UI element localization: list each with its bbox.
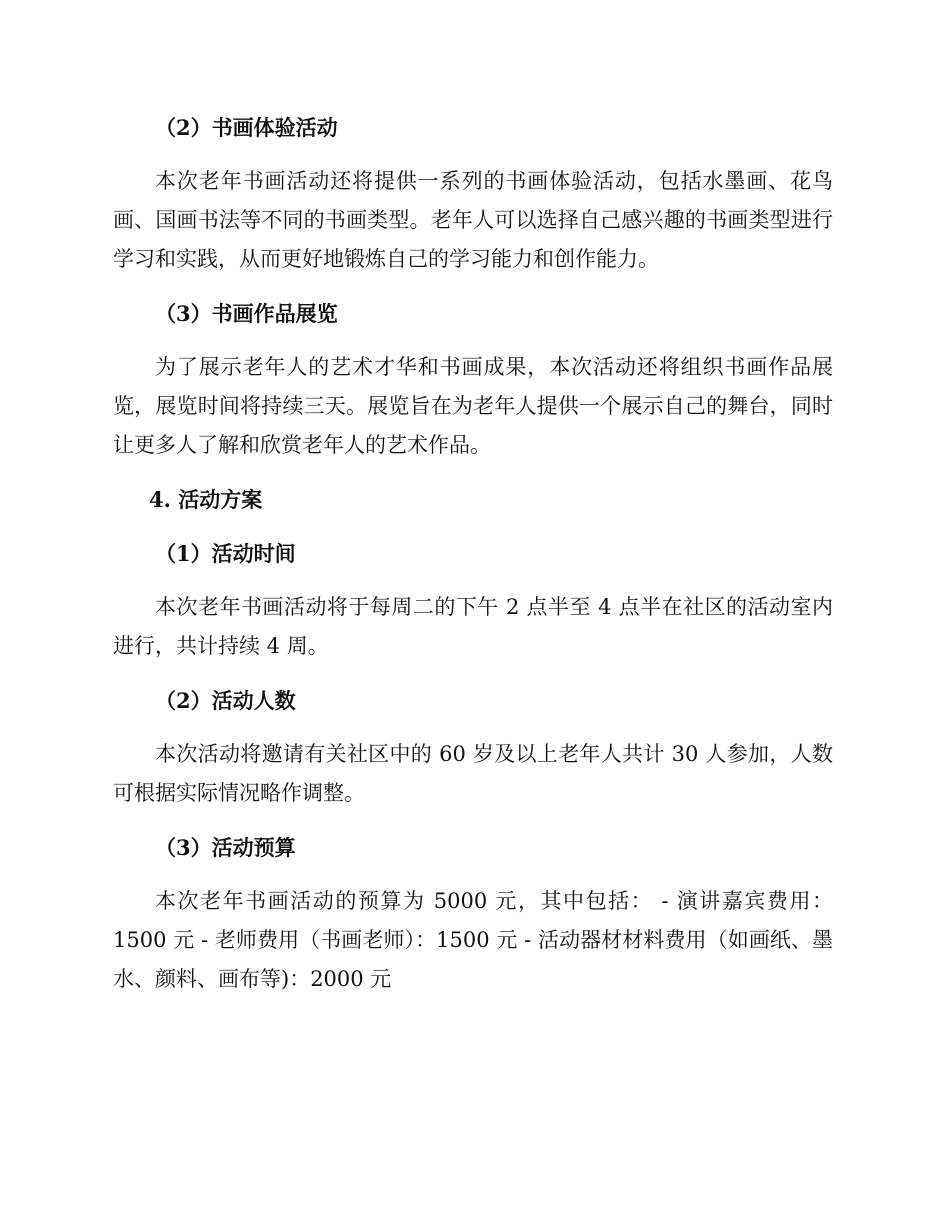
- subheading-budget: （3）活动预算: [155, 835, 296, 860]
- document-page: [113, 108, 833, 1014]
- subheading-participants: （2）活动人数: [155, 688, 296, 713]
- paragraph-exhibition: 为了展示老年人的艺术才华和书画成果，本次活动还将组织书画作品展览，展览时间将持续三天。展览旨在为老年人提供一个展示自己的舞台，同时让更多人了解和欣赏老年人的艺术作品。: [113, 355, 833, 457]
- section-heading-activity-plan: 4. 活动方案: [149, 487, 263, 512]
- paragraph-experience: 本次老年书画活动还将提供一系列的书画体验活动，包括水墨画、花鸟画、国画书法等不同的书画类型。老年人可以选择自己感兴趣的书画类型进行学习和实践，从而更好地锻炼自己的学习能力和创作能力。: [113, 169, 833, 271]
- paragraph-budget: 本次老年书画活动的预算为 5000 元，其中包括： - 演讲嘉宾费用：1500 元 - 老师费用（书画老师）：1500 元 - 活动器材材料费用（如画纸、墨水、颜料、画布等)：2000 元: [113, 889, 833, 991]
- paragraph-participants: 本次活动将邀请有关社区中的 60 岁及以上老年人共计 30 人参加，人数可根据实际情况略作调整。: [113, 742, 833, 805]
- subheading-calligraphy-experience: （2）书画体验活动: [155, 115, 338, 140]
- subheading-exhibition: （3）书画作品展览: [155, 301, 338, 326]
- paragraph-activity-time: 本次老年书画活动将于每周二的下午 2 点半至 4 点半在社区的活动室内进行，共计持续 4 周。: [113, 595, 833, 658]
- subheading-activity-time: （1）活动时间: [155, 541, 296, 566]
